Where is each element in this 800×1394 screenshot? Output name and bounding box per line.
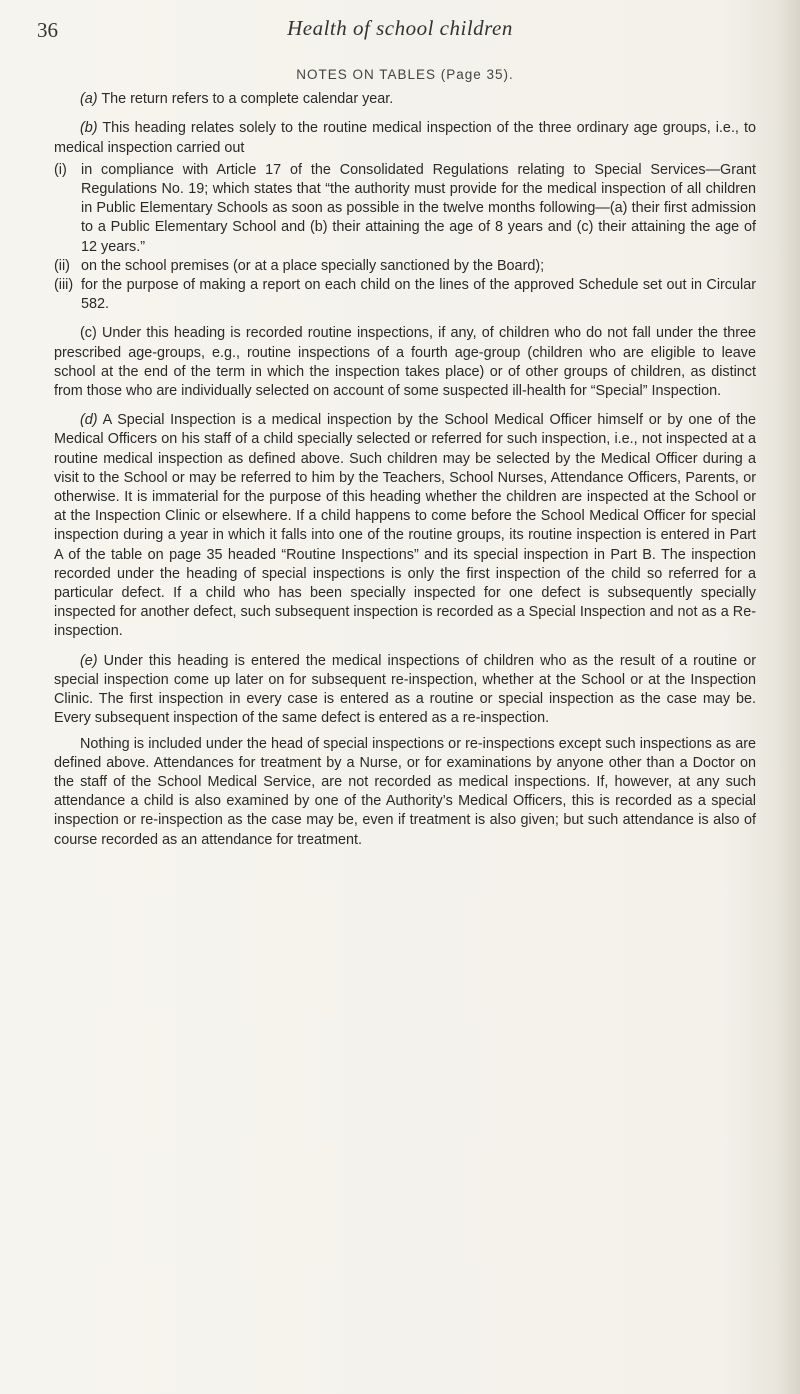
note-a — [54, 90, 756, 109]
note-b-label: (b) — [80, 120, 98, 137]
note-a-text: The return refers to a complete calendar year. — [101, 91, 394, 108]
note-b — [54, 119, 756, 157]
note-b-list — [54, 161, 756, 315]
note-e-label: (e) — [80, 652, 98, 669]
list-item — [54, 161, 756, 257]
list-item — [54, 276, 756, 314]
list-item-text: in compliance with Article 17 of the Consolidated Regulations relating to Special Services—Grant Regulations No. 19; which states that “the authority must provide for the medical inspection of all children in Public Elementary Schools as soon as possible in the twelve months following—(a) their first admission to a Public Elementary School and (b) their attaining the age of 8 years and (c) their attaining the age of 12 years.” — [81, 161, 756, 255]
note-c-label: (c) — [80, 325, 97, 342]
list-item-number: (i) — [54, 161, 67, 178]
list-item — [54, 257, 756, 276]
list-item-number: (iii) — [54, 277, 74, 294]
note-a-label: (a) — [80, 91, 98, 108]
note-d — [54, 411, 756, 641]
note-e — [54, 652, 756, 729]
notes-body — [54, 65, 756, 850]
note-c-text: Under this heading is recorded routine inspections, if any, of children who do not fall under the three prescribed age-groups, e.g., routine inspections of a fourth age-group (children who are eligible to leave school at the end of the term in which the inspection takes place) or of other groups of children, as distinct from those who are individually selected on account of some suspected ill-health for “Special” Inspection. — [54, 325, 756, 400]
note-b-text: This heading relates solely to the routine medical inspection of the three ordinary age groups, i.e., to medical inspection carried out — [54, 120, 756, 156]
note-final: Nothing is included under the head of special inspections or re-inspections except such inspections as are defined above. Attendances for treatment by a Nurse, or for examinations by anyone other than a Doctor on the staff of the School Medical Service, are not recorded as medical inspections. If, however, at any such attendance a child is also examined by one of the Authority’s Medical Officers, this is recorded as a special inspection or re-inspection as the case may be, even if treatment is also given; but such attendance is also of course recorded as an attendance for treatment. — [54, 735, 756, 848]
note-c — [54, 324, 756, 401]
page-number: 36 — [37, 18, 58, 42]
notes-heading: NOTES ON TABLES (Page 35). — [296, 67, 514, 82]
note-e-text: Under this heading is entered the medical inspections of children who as the result of a routine or special inspection come up later on for subsequent re-inspection, whether at the School or at the Inspection Clinic. The first inspection in every case is entered as a routine or special inspection as the case may be. Every subsequent inspection of the same defect is entered as a re-inspection. — [54, 652, 756, 727]
note-d-label: (d) — [80, 412, 98, 429]
list-item-text: on the school premises (or at a place specially sanctioned by the Board); — [81, 257, 545, 274]
running-title: Health of school children — [287, 16, 513, 40]
page-header — [0, 16, 800, 46]
note-d-text: A Special Inspection is a medical inspection by the School Medical Officer himself or by one of the Medical Officers on his staff of a child specially selected or referred for such inspection, i.e., not inspected at a routine medical inspection as defined above. Such children may be selected by the Medical Officer during a visit to the School or may be referred to him by the Teachers, School Nurses, Attendance Officers, Parents, or otherwise. It is immaterial for the purpose of this heading whether the children are inspected at the School or at the Inspection Clinic or elsewhere. If a child happens to come before the School Medical Officer for special inspection during a year in which it falls into one of the routine groups, its routine inspection is entered in Part A of the table on page 35 headed “Routine Inspections” and its special inspection in Part B. The inspection recorded under the heading of special inspections is only the first inspection of the child so referred for a particular defect. If a child who has been specially inspected for one defect is subsequently specially inspected for another defect, such subsequent inspection is recorded as a Special Inspection and not as a Re-inspection. — [54, 412, 756, 640]
list-item-number: (ii) — [54, 257, 70, 274]
list-item-text: for the purpose of making a report on each child on the lines of the approved Schedule set out in Circular 582. — [81, 277, 756, 313]
